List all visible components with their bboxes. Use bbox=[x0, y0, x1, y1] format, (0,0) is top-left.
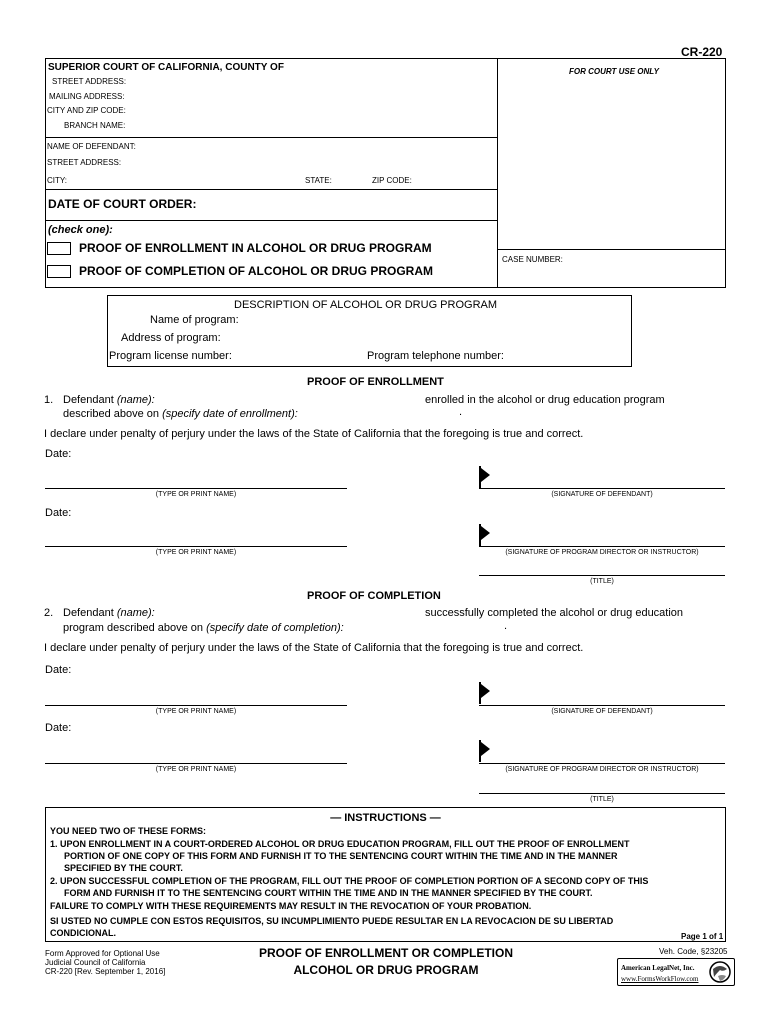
completion-defendant-signature-line[interactable] bbox=[479, 705, 725, 706]
form-approved-line3: CR-220 [Rev. September 1, 2016] bbox=[45, 967, 166, 976]
completion-defendant-label: Defendant (name): bbox=[63, 607, 155, 619]
proof-of-enrollment-heading: PROOF OF ENROLLMENT bbox=[307, 376, 444, 388]
enrollment-name1-line bbox=[45, 488, 347, 489]
completion-date2-label: Date: bbox=[45, 722, 72, 734]
completion-completed-text: successfully completed the alcohol or drug education bbox=[425, 607, 684, 619]
completion-director-signature-line[interactable] bbox=[479, 763, 725, 764]
instructions-item2b: FORM AND FURNISH IT TO THE SENTENCING COURT WITHIN THE TIME AND IN THE MANNER SPECIFIED BY THE COURT. bbox=[64, 888, 593, 898]
order-divider bbox=[45, 220, 497, 221]
completion-item-number: 2. bbox=[44, 607, 54, 619]
program-address-label: Address of program: bbox=[121, 332, 221, 344]
court-city-zip-label: CITY AND ZIP CODE: bbox=[47, 106, 126, 115]
instructions-item1c: SPECIFIED BY THE COURT. bbox=[64, 863, 183, 873]
completion-declaration: I declare under penalty of perjury under the laws of the State of California that the foregoing is true and correct. bbox=[44, 642, 584, 654]
enrollment-enrolled-text: enrolled in the alcohol or drug education program bbox=[425, 394, 665, 406]
enrollment-defendant-signature-line[interactable] bbox=[479, 488, 725, 489]
enrollment-name1-caption: (TYPE OR PRINT NAME) bbox=[155, 491, 237, 498]
program-name-label: Name of program: bbox=[150, 314, 239, 326]
enrollment-date1-label: Date: bbox=[45, 448, 72, 460]
court-use-label: FOR COURT USE ONLY bbox=[569, 67, 659, 76]
program-license-label: Program license number: bbox=[109, 350, 232, 362]
enrollment-title-line[interactable] bbox=[479, 575, 725, 576]
completion-title-caption: (TITLE) bbox=[590, 796, 614, 803]
instructions-item2a: 2. UPON SUCCESSFUL COMPLETION OF THE PROGRAM, FILL OUT THE PROOF OF COMPLETION PORTION OF A SECOND COPY OF THIS bbox=[50, 876, 649, 886]
instructions-failure: FAILURE TO COMPLY WITH THESE REQUIREMENTS MAY RESULT IN THE REVOCATION OF YOUR PROBATION. bbox=[50, 901, 532, 911]
logo-website: www.FormsWorkFlow.com bbox=[621, 975, 699, 983]
enrollment-title-caption: (TITLE) bbox=[590, 578, 614, 585]
footer-title-line1: PROOF OF ENROLLMENT OR COMPLETION bbox=[259, 946, 513, 960]
defendant-zip-label: ZIP CODE: bbox=[372, 176, 412, 185]
completion-period: . bbox=[504, 620, 508, 632]
defendant-street-label: STREET ADDRESS: bbox=[47, 158, 122, 167]
enrollment-director-signature-caption: (SIGNATURE OF PROGRAM DIRECTOR OR INSTRUCTOR) bbox=[505, 549, 699, 556]
page-number: Page 1 of 1 bbox=[681, 932, 724, 941]
defendant-state-label: STATE: bbox=[305, 176, 332, 185]
enrollment-sig2-arrow-icon bbox=[481, 526, 490, 540]
court-street-label: STREET ADDRESS: bbox=[52, 77, 127, 86]
court-name-label: SUPERIOR COURT OF CALIFORNIA, COUNTY OF bbox=[48, 62, 284, 73]
completion-option-label: PROOF OF COMPLETION OF ALCOHOL OR DRUG PROGRAM bbox=[79, 264, 433, 278]
enrollment-defendant-signature-caption: (SIGNATURE OF DEFENDANT) bbox=[551, 491, 653, 498]
completion-sig2-arrow-icon bbox=[481, 742, 490, 756]
date-of-court-order-label: DATE OF COURT ORDER: bbox=[48, 197, 197, 211]
enrollment-item-number: 1. bbox=[44, 394, 54, 406]
completion-director-signature-caption: (SIGNATURE OF PROGRAM DIRECTOR OR INSTRUCTOR) bbox=[505, 766, 699, 773]
form-number: CR-220 bbox=[681, 45, 723, 59]
enrollment-date-label: described above on (specify date of enrollment): bbox=[63, 408, 298, 420]
globe-icon bbox=[708, 960, 732, 984]
completion-title-line[interactable] bbox=[479, 793, 725, 794]
enrollment-option-label: PROOF OF ENROLLMENT IN ALCOHOL OR DRUG PROGRAM bbox=[79, 241, 432, 255]
instructions-spanish2: CONDICIONAL. bbox=[50, 928, 116, 938]
case-number-divider bbox=[497, 249, 726, 250]
enrollment-director-signature-line[interactable] bbox=[479, 546, 725, 547]
footer-title-line2: ALCOHOL OR DRUG PROGRAM bbox=[293, 963, 479, 977]
completion-name2-line bbox=[45, 763, 347, 764]
vehicle-code-citation: Veh. Code, §23205 bbox=[659, 947, 728, 956]
completion-name1-caption: (TYPE OR PRINT NAME) bbox=[155, 708, 237, 715]
instructions-title: — INSTRUCTIONS — bbox=[330, 812, 441, 824]
form-approved-line1: Form Approved for Optional Use bbox=[45, 949, 160, 958]
completion-checkbox[interactable] bbox=[47, 265, 71, 278]
enrollment-date2-label: Date: bbox=[45, 507, 72, 519]
completion-date1-label: Date: bbox=[45, 664, 72, 676]
enrollment-name2-caption: (TYPE OR PRINT NAME) bbox=[155, 549, 237, 556]
check-one-label: (check one): bbox=[48, 224, 113, 236]
case-number-label: CASE NUMBER: bbox=[502, 255, 563, 264]
program-phone-label: Program telephone number: bbox=[367, 350, 504, 362]
defendant-name-label: NAME OF DEFENDANT: bbox=[47, 142, 136, 151]
defendant-divider bbox=[45, 189, 497, 190]
enrollment-name2-line bbox=[45, 546, 347, 547]
defendant-city-label: CITY: bbox=[47, 176, 68, 185]
enrollment-defendant-label: Defendant (name): bbox=[63, 394, 155, 406]
instructions-line1: YOU NEED TWO OF THESE FORMS: bbox=[50, 826, 207, 836]
completion-name2-caption: (TYPE OR PRINT NAME) bbox=[155, 766, 237, 773]
instructions-spanish1: SI USTED NO CUMPLE CON ESTOS REQUISITOS, SU INCUMPLIMIENTO PUEDE RESULTAR EN LA REVOCACION DE SU LIBERTAD bbox=[50, 916, 614, 926]
completion-name1-line bbox=[45, 705, 347, 706]
proof-of-completion-heading: PROOF OF COMPLETION bbox=[307, 590, 441, 602]
enrollment-declaration: I declare under penalty of perjury under the laws of the State of California that the foregoing is true and correct. bbox=[44, 428, 584, 440]
court-divider bbox=[45, 137, 497, 138]
completion-date-label: program described above on (specify date of completion): bbox=[63, 622, 344, 634]
instructions-item1b: PORTION OF ONE COPY OF THIS FORM AND FURNISH IT TO THE SENTENCING COURT WITHIN THE TIME AND IN THE MANNER bbox=[64, 851, 618, 861]
logo-company-name: American LegalNet, Inc. bbox=[621, 964, 695, 972]
enrollment-sig1-arrow-icon bbox=[481, 468, 490, 482]
branch-name-label: BRANCH NAME: bbox=[64, 121, 126, 130]
instructions-item1a: 1. UPON ENROLLMENT IN A COURT-ORDERED ALCOHOL OR DRUG EDUCATION PROGRAM, FILL OUT THE PROOF OF ENROLLMENT bbox=[50, 839, 630, 849]
court-mailing-label: MAILING ADDRESS: bbox=[49, 92, 125, 101]
caption-divider bbox=[497, 58, 498, 288]
enrollment-period: . bbox=[459, 406, 463, 418]
program-description-title: DESCRIPTION OF ALCOHOL OR DRUG PROGRAM bbox=[234, 299, 498, 311]
enrollment-checkbox[interactable] bbox=[47, 242, 71, 255]
completion-defendant-signature-caption: (SIGNATURE OF DEFENDANT) bbox=[551, 708, 653, 715]
form-approved-line2: Judicial Council of California bbox=[45, 958, 146, 967]
completion-sig1-arrow-icon bbox=[481, 684, 490, 698]
